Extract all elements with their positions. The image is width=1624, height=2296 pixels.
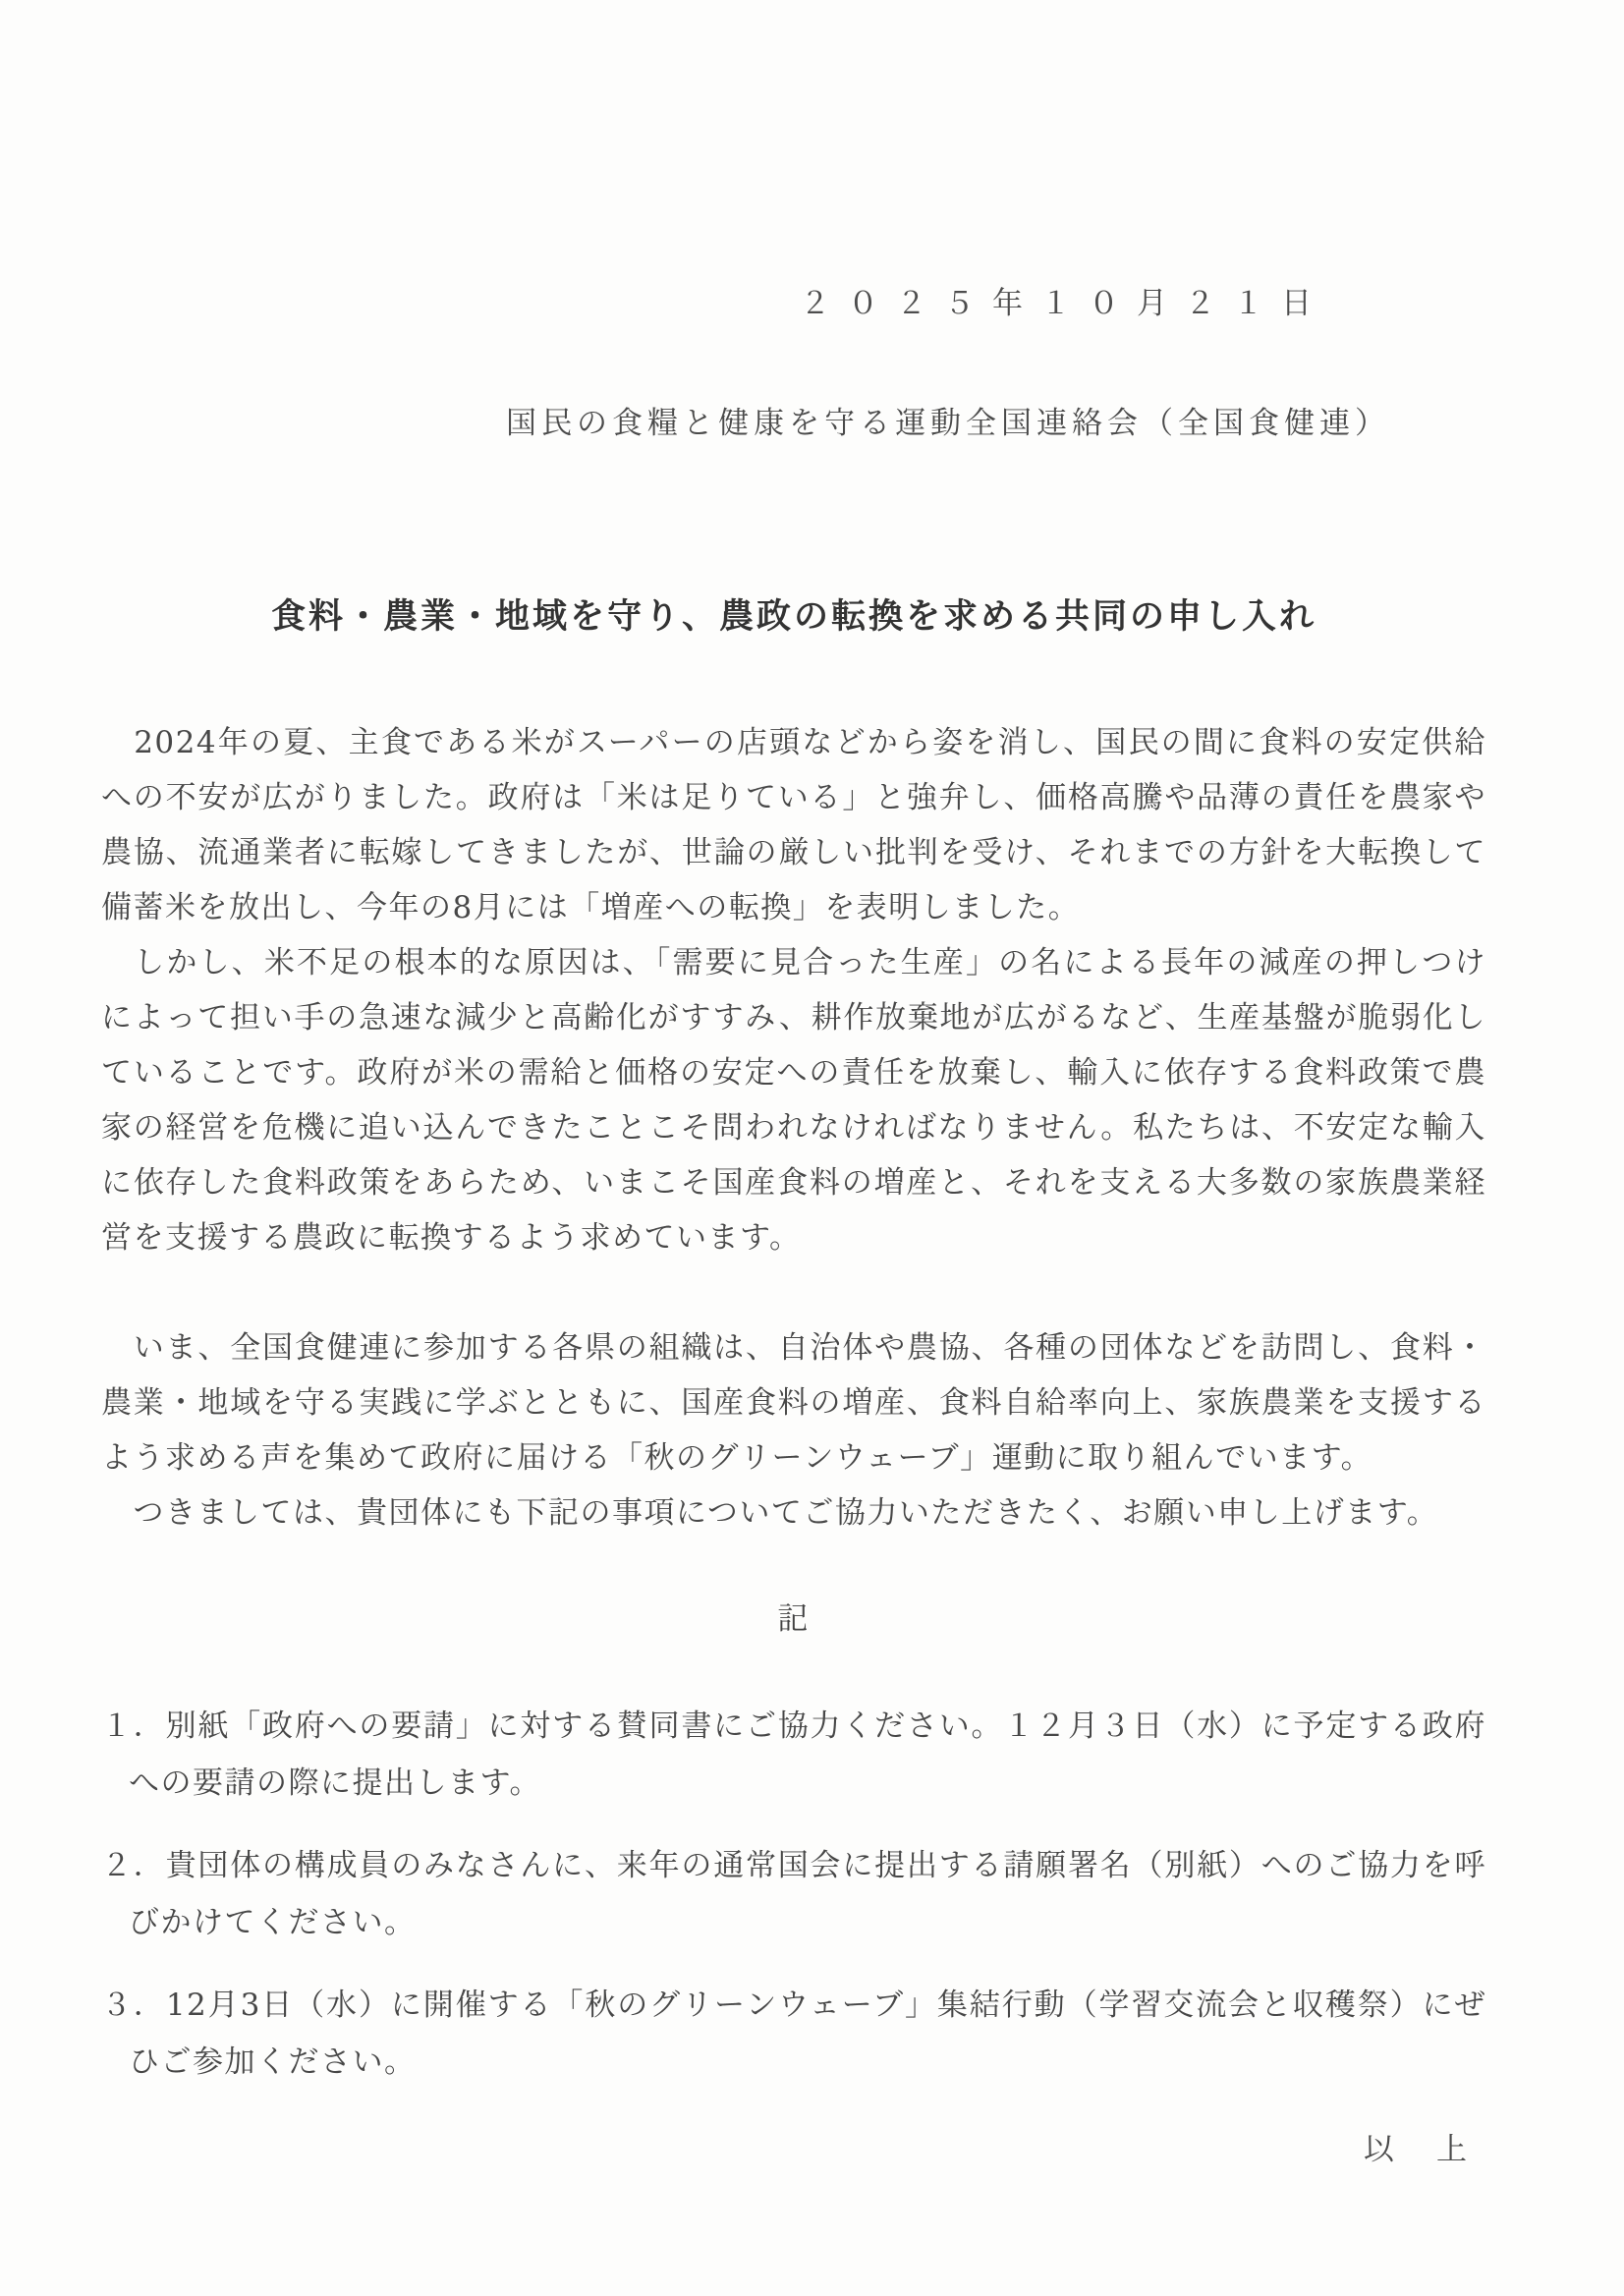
- sender-organization: 国民の食糧と健康を守る運動全国連絡会（全国食健連）: [506, 406, 1390, 441]
- document-date: ２０２５年１０月２１日: [800, 286, 1329, 321]
- document-body: [101, 715, 1486, 2168]
- paragraph-4: つきましては、貴団体にも下記の事項についてご協力いただきたく、お願い申し上げます。: [101, 1495, 1439, 1531]
- item-number: １．: [101, 1708, 166, 1744]
- list-item: [101, 1837, 1486, 1951]
- closing-mark: 以 上: [1364, 2132, 1473, 2167]
- paragraph-2: しかし、米不足の根本的な原因は、「需要に見合った生産」の名による長年の減産の押しつけによって担い手の急速な減少と高齢化がすすみ、耕作放棄地が広がるなど、生産基盤が脆弱化していることです。政府が米の需給と価格の安定への責任を放棄し、輸入に依存する食料政策で農家の経営を危機に追い込んできたことこそ問われなければなりません。私たちは、不安定な輸入に依存した食料政策をあらため、いまこそ国産食料の増産と、それを支える大多数の家族農業経営を支援する農政に転換するよう求めています。: [101, 945, 1486, 1256]
- item-text: 別紙「政府への要請」に対する賛同書にご協力ください。１２月３日（水）に予定する政府への要請の際に提出します。: [129, 1708, 1487, 1801]
- paragraph-3: いま、全国食健連に参加する各県の組織は、自治体や農協、各種の団体などを訪問し、食料・農業・地域を守る実践に学ぶとともに、国産食料の増産、食料自給率向上、家族農業を支援するよう求める声を集めて政府に届ける「秋のグリーンウェーブ」運動に取り組んでいます。: [101, 1330, 1486, 1476]
- item-number: ２．: [101, 1848, 166, 1883]
- item-number: ３．: [101, 1988, 166, 2023]
- paragraph-1: 2024年の夏、主食である米がスーパーの店頭などから姿を消し、国民の間に食料の安定供給への不安が広がりました。政府は「米は足りている」と強弁し、価格高騰や品薄の責任を農家や農協、流通業者に転嫁してきましたが、世論の厳しい批判を受け、それまでの方針を大転換して備蓄米を放出し、今年の8月には「増産への転換」を表明しました。: [101, 725, 1486, 925]
- list-item: [101, 1698, 1486, 1812]
- item-text: 12月3日（水）に開催する「秋のグリーンウェーブ」集結行動（学習交流会と収穫祭）にぜひご参加ください。: [129, 1988, 1486, 2080]
- item-text: 貴団体の構成員のみなさんに、来年の通常国会に提出する請願署名（別紙）へのご協力を呼びかけてください。: [129, 1848, 1487, 1940]
- list-item: [101, 1977, 1486, 2091]
- request-item-list: [101, 1698, 1486, 2091]
- document-title: 食料・農業・地域を守り、農政の転換を求める共同の申し入れ: [270, 597, 1316, 636]
- record-heading: 記: [777, 1601, 811, 1637]
